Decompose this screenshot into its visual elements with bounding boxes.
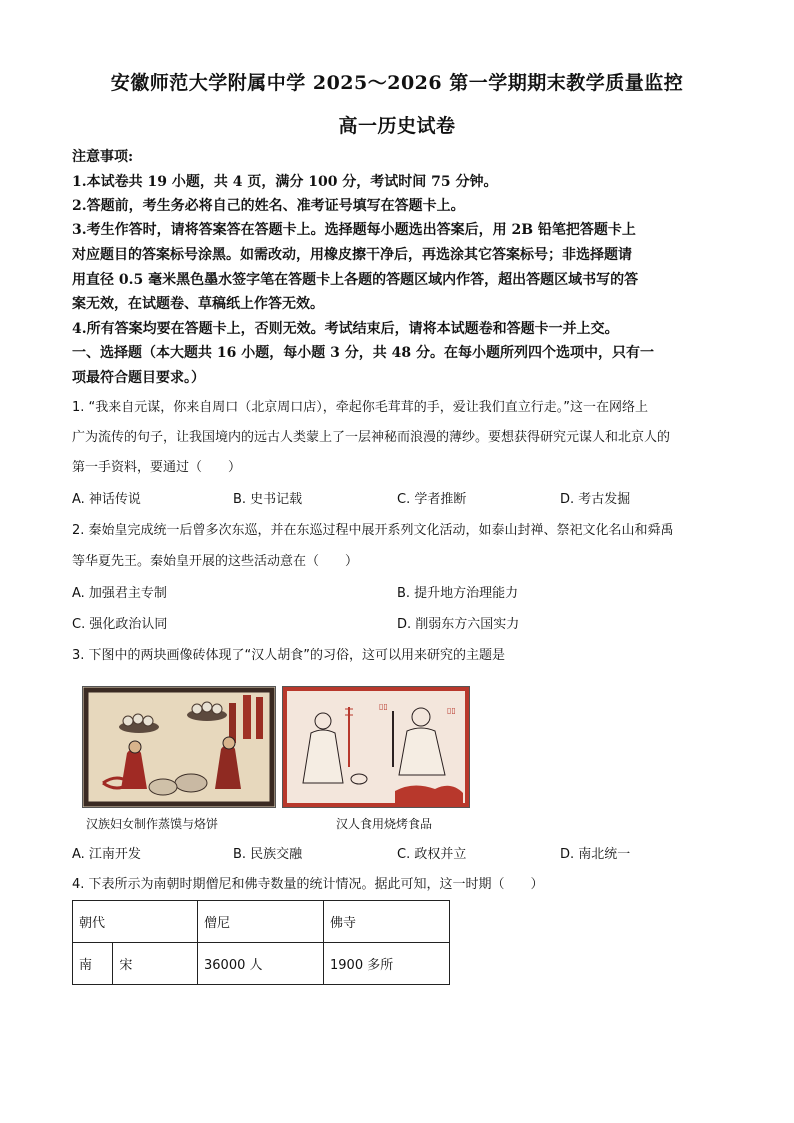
q3-stem: 3. 下图中的两块画像砖体现了“汉人胡食”的习俗，这可以用来研究的主题是 xyxy=(72,648,506,663)
svg-text:▯▯: ▯▯ xyxy=(447,706,456,715)
brick-painting-roasting-image xyxy=(282,686,470,808)
q1-option-d: D. 考古发掘 xyxy=(560,492,631,507)
header-monks: 僧尼 xyxy=(198,901,324,943)
q1-stem-line-2: 广为流传的句子，让我国境内的远古人类蒙上了一层神秘而浪漫的薄纱。要想获得研究元谋人和北京人的 xyxy=(72,430,671,445)
caption-baking: 汉族妇女制作蒸馍与烙饼 xyxy=(86,817,219,831)
caption-roasting: 汉人食用烧烤食品 xyxy=(336,817,433,831)
q1-option-c: C. 学者推断 xyxy=(397,492,467,507)
note-3-line-3: 用直径 0.5 毫米黑色墨水签字笔在答题卡上各题的答题区域内作答，超出答题区域书写的答 xyxy=(72,272,639,288)
note-1: 1.本试卷共 19 小题，共 4 页，满分 100 分，考试时间 75 分钟。 xyxy=(72,174,498,190)
note-3-line-2: 对应题目的答案标号涂黑。如需改动，用橡皮擦干净后，再选涂其它答案标号；非选择题请 xyxy=(72,247,632,263)
note-4: 4.所有答案均要在答题卡上，否则无效。考试结束后，请将本试题卷和答题卡一并上交。 xyxy=(72,321,619,337)
q4-stem: 4. 下表所示为南朝时期僧尼和佛寺数量的统计情况。据此可知，这一时期（ ） xyxy=(72,877,544,892)
q2-option-d: D. 削弱东方六国实力 xyxy=(397,617,520,632)
q3-option-b: B. 民族交融 xyxy=(233,847,303,862)
header-dynasty: 朝代 xyxy=(73,901,198,943)
section-heading-line-2: 项最符合题目要求。） xyxy=(72,370,205,386)
header-temples: 佛寺 xyxy=(324,901,450,943)
svg-text:▯▯: ▯▯ xyxy=(379,702,388,711)
note-3-line-1: 3.考生作答时，请将答案答在答题卡上。选择题每小题选出答案后，用 2B 铅笔把答题卡上 xyxy=(72,222,636,238)
exam-subtitle: 高一历史试卷 xyxy=(338,115,456,137)
q1-stem-line-3: 第一手资料，要通过（ ） xyxy=(72,460,242,475)
monk-temple-table xyxy=(72,900,450,985)
q2-option-c: C. 强化政治认同 xyxy=(72,617,168,632)
q3-option-a: A. 江南开发 xyxy=(72,847,141,862)
q2-stem-line-1: 2. 秦始皇完成统一后曾多次东巡，并在东巡过程中展开系列文化活动，如泰山封禅、祭祀文化名山和舜禹 xyxy=(72,523,674,538)
q1-option-a: A. 神话传说 xyxy=(72,492,141,507)
table-row xyxy=(73,901,450,943)
q2-option-b: B. 提升地方治理能力 xyxy=(397,586,519,601)
q3-option-d: D. 南北统一 xyxy=(560,847,631,862)
note-3-line-4: 案无效，在试题卷、草稿纸上作答无效。 xyxy=(72,296,324,312)
section-heading-line-1: 一、选择题（本大题共 16 小题，每小题 3 分，共 48 分。在每小题所列四个选项中，只有一 xyxy=(72,345,654,361)
q2-option-a: A. 加强君主专制 xyxy=(72,586,167,601)
table-row xyxy=(73,943,450,985)
note-2: 2.答题前，考生务必将自己的姓名、准考证号填写在答题卡上。 xyxy=(72,198,465,214)
cell-monk-count: 36000 人 xyxy=(198,943,324,985)
cell-song: 宋 xyxy=(113,943,198,985)
brick-painting-baking-image xyxy=(82,686,276,808)
q1-option-b: B. 史书记载 xyxy=(233,492,303,507)
exam-title: 安徽师范大学附属中学 2025～2026 第一学期期末教学质量监控 xyxy=(110,72,684,94)
cell-south: 南 xyxy=(73,943,113,985)
q2-stem-line-2: 等华夏先王。秦始皇开展的这些活动意在（ ） xyxy=(72,554,359,569)
notes-heading: 注意事项: xyxy=(72,149,134,165)
q3-option-c: C. 政权并立 xyxy=(397,847,467,862)
q1-stem-line-1: 1. “我来自元谋，你来自周口（北京周口店），牵起你毛茸茸的手，爱让我们直立行走。”这一在网络上 xyxy=(72,400,649,415)
cell-temple-count: 1900 多所 xyxy=(324,943,450,985)
